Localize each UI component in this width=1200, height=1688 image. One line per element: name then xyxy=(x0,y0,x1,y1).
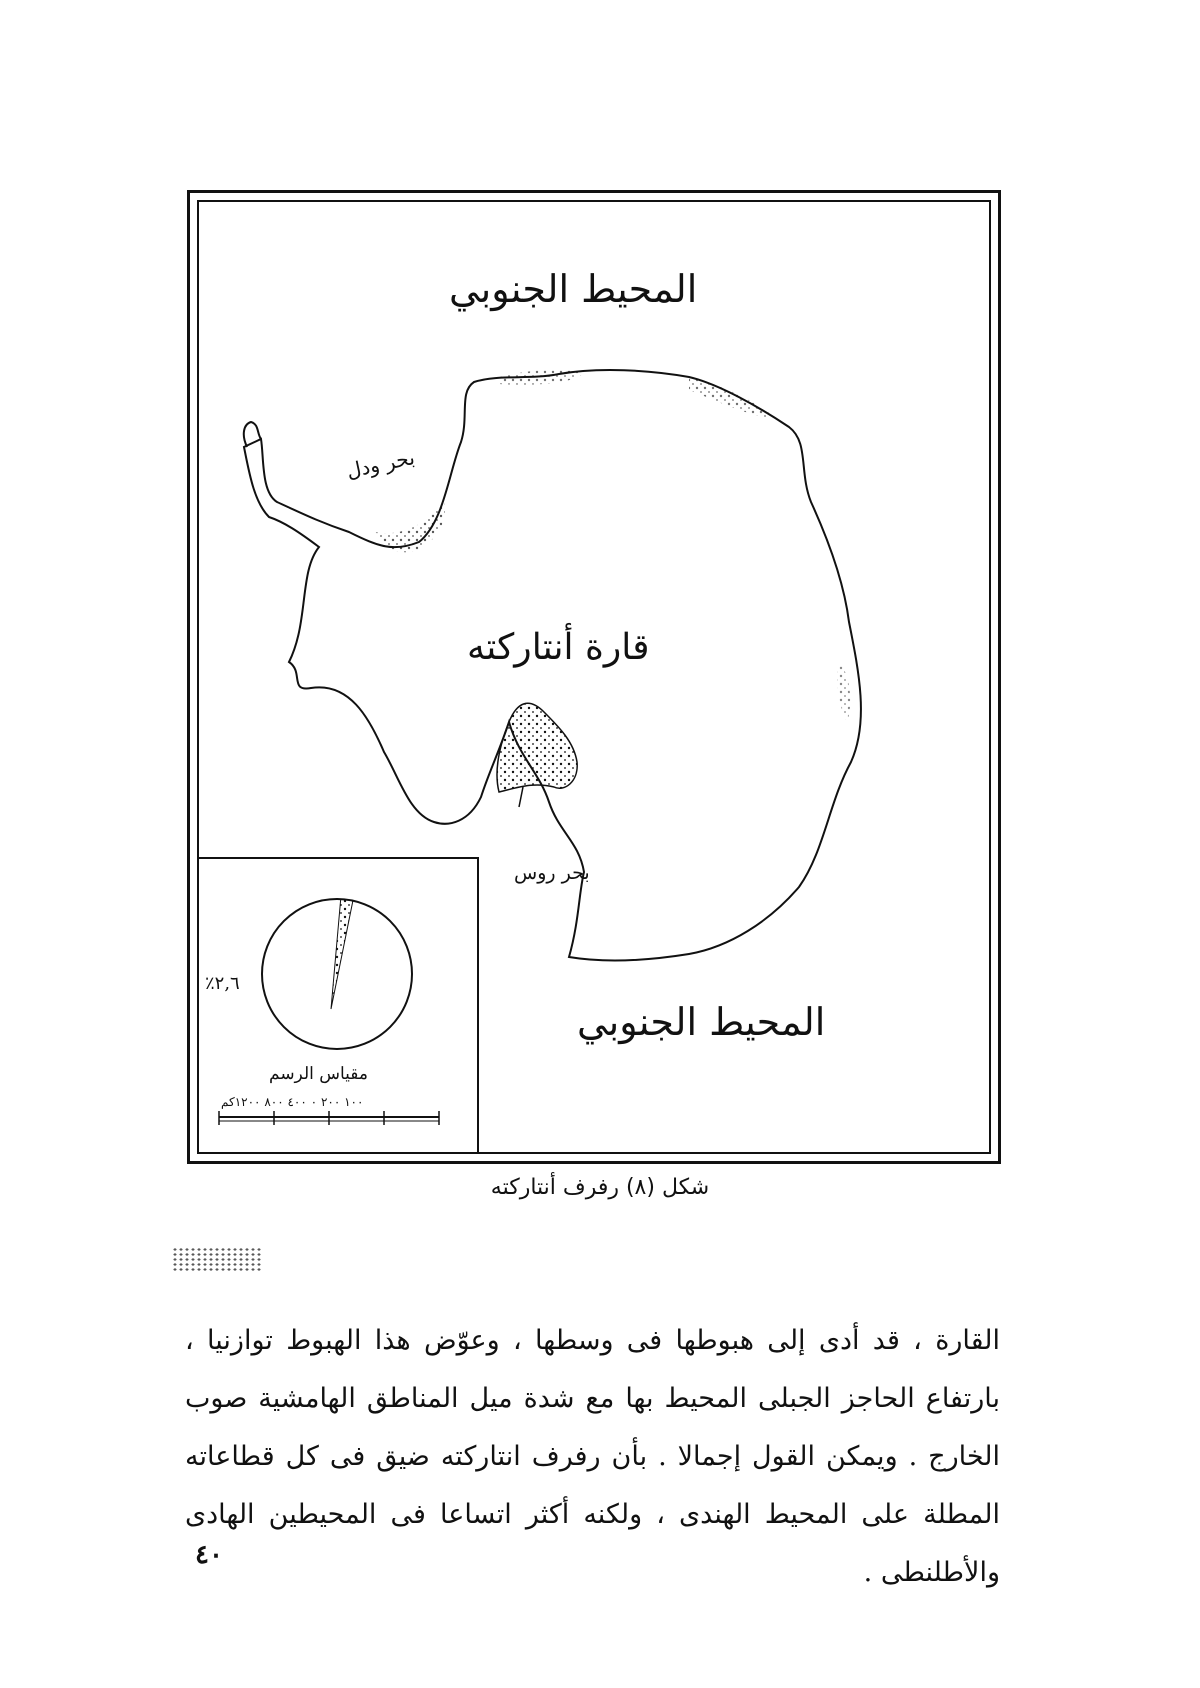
ross-ice-shelf xyxy=(497,703,577,792)
coastal-ice-stipple-east xyxy=(689,377,774,417)
pie-slice-ice-shelf xyxy=(331,899,353,1009)
weddell-sea-label: بحر ودل xyxy=(344,445,417,483)
map-figure-inner-border xyxy=(197,200,991,1154)
map-figure-frame xyxy=(187,190,1001,1164)
coastal-ice-stipple xyxy=(499,370,584,385)
inset-panel xyxy=(199,857,479,1154)
ink-smudge xyxy=(172,1247,262,1273)
figure-caption: شكل (٨) رفرف أنتاركته xyxy=(490,1175,710,1200)
pie-percentage-label: ٢,٦٪ xyxy=(205,973,240,994)
scale-numbers: ١٠٠ ٢٠٠ ٠ ٤٠٠ ٨٠٠ ١٢٠٠كم xyxy=(221,1095,364,1109)
continent-label: قارة أنتاركته xyxy=(467,627,650,668)
ross-sea-arrow xyxy=(519,787,523,807)
weddell-ice-shelf xyxy=(374,502,445,552)
southern-ocean-label-top: المحيط الجنوبي xyxy=(449,267,698,311)
coastal-ice-stipple-south xyxy=(837,662,850,722)
inset-pie-chart xyxy=(199,859,477,1154)
southern-ocean-label-bottom: المحيط الجنوبي xyxy=(577,1000,826,1044)
scale-title: مقياس الرسم xyxy=(269,1064,369,1084)
body-paragraph: القارة ، قد أدى إلى هبوطها فى وسطها ، وعوّض هذا الهبوط توازنيا ، بارتفاع الحاجز الجبلى المحيط بها مع شدة ميل المناطق الهامشية صوب الخارج . ويمكن القول إجمالا . بأن رفرف انتاركته ضيق فى كل قطاعاته المطلة على المحيط الهندى ، ولكنه أكثر اتساعا فى المحيطين الهادى والأطلنطى . xyxy=(185,1325,1000,1588)
page-number: ٤٠ xyxy=(195,1540,223,1570)
ross-sea-label: بحر روس xyxy=(514,862,590,884)
